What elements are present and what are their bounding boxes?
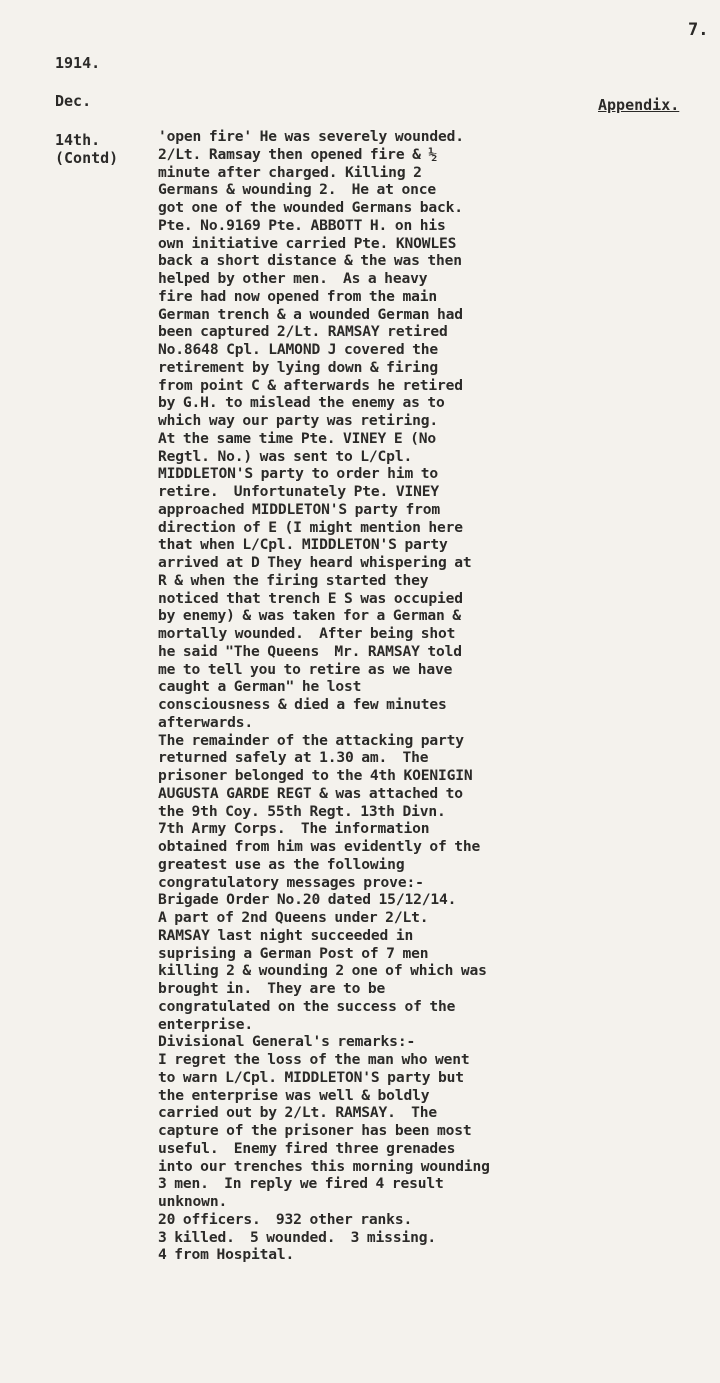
diary-text-line: suprising a German Post of 7 men xyxy=(158,944,429,962)
diary-text-line: Regtl. No.) was sent to L/Cpl. xyxy=(158,447,413,465)
diary-text-line: Divisional General's remarks:- xyxy=(158,1033,416,1051)
diary-text-line: consciousness & died a few minutes xyxy=(158,696,447,713)
entry-date-day: 14th. xyxy=(55,131,101,149)
diary-text-line: congratulated on the success of the xyxy=(158,997,456,1015)
diary-entry-text xyxy=(158,128,618,1264)
entry-date-note: (Contd) xyxy=(55,149,119,167)
diary-text-line: fire had now opened from the main xyxy=(158,287,437,305)
diary-text-line: At the same time Pte. VINEY E (No xyxy=(158,429,436,447)
diary-text-line: obtained from him was evidently of the xyxy=(158,838,481,855)
diary-text-line: Pte. No.9169 Pte. ABBOTT H. on his xyxy=(158,216,446,234)
diary-text-line: carried out by 2/Lt. RAMSAY. The xyxy=(158,1104,437,1122)
month-heading: Dec. xyxy=(55,92,92,110)
diary-text-line: No.8648 Cpl. LAMOND J covered the xyxy=(158,341,438,358)
diary-text-line: from point C & afterwards he retired xyxy=(158,376,463,394)
diary-text-line: returned safely at 1.30 am. The xyxy=(158,749,429,767)
year-heading: 1914. xyxy=(55,54,101,72)
diary-text-line: AUGUSTA GARDE REGT & was attached to xyxy=(158,784,463,802)
diary-text-line: own initiative carried Pte. KNOWLES xyxy=(158,234,457,252)
diary-text-line: the 9th Coy. 55th Regt. 13th Divn. xyxy=(158,802,446,820)
diary-text-line: retirement by lying down & firing xyxy=(158,358,438,376)
diary-text-line: MIDDLETON'S party to order him to xyxy=(158,465,438,483)
diary-text-line: helped by other men. As a heavy xyxy=(158,270,428,287)
diary-text-line: enterprise. xyxy=(158,1015,253,1033)
diary-text-line: approached MIDDLETON'S party from xyxy=(158,500,440,518)
diary-text-line: which way our party was retiring. xyxy=(158,412,438,429)
diary-text-line: got one of the wounded Germans back. xyxy=(158,199,463,216)
diary-text-line: 7th Army Corps. The information xyxy=(158,820,430,838)
diary-text-line: mortally wounded. After being shot xyxy=(158,625,456,642)
diary-text-line: greatest use as the following xyxy=(158,855,405,873)
diary-text-line: the enterprise was well & boldly xyxy=(158,1086,430,1104)
entry-date xyxy=(55,131,118,167)
diary-text-line: 'open fire' He was severely wounded. xyxy=(158,128,464,145)
diary-text-line: caught a German" he lost xyxy=(158,678,362,696)
diary-text-line: that when L/Cpl. MIDDLETON'S party xyxy=(158,536,448,554)
diary-text-line: capture of the prisoner has been most xyxy=(158,1122,472,1139)
diary-text-line: killing 2 & wounding 2 one of which was xyxy=(158,962,487,980)
diary-text-line: by G.H. to mislead the enemy as to xyxy=(158,394,445,412)
diary-text-line: noticed that trench E S was occupied xyxy=(158,589,463,607)
diary-text-line: 3 men. In reply we fired 4 result xyxy=(158,1175,444,1193)
diary-text-line: Germans & wounding 2. He at once xyxy=(158,181,436,199)
diary-text-line: back a short distance & the was then xyxy=(158,252,462,270)
page-number: 7. xyxy=(688,20,709,40)
diary-text-line: to warn L/Cpl. MIDDLETON'S party but xyxy=(158,1068,464,1086)
diary-text-line: R & when the firing started they xyxy=(158,571,429,589)
diary-text-line: been captured 2/Lt. RAMSAY retired xyxy=(158,323,448,341)
diary-text-line: A part of 2nd Queens under 2/Lt. xyxy=(158,909,429,926)
appendix-label: Appendix. xyxy=(598,96,680,114)
diary-text-line: arrived at D They heard whispering at xyxy=(158,554,472,571)
diary-text-line: prisoner belonged to the 4th KOENIGIN xyxy=(158,767,473,784)
diary-text-line: German trench & a wounded German had xyxy=(158,305,463,323)
diary-text-line: unknown. xyxy=(158,1193,228,1210)
diary-text-line: 20 officers. 932 other ranks. xyxy=(158,1210,413,1228)
diary-text-line: he said "The Queens Mr. RAMSAY told xyxy=(158,642,462,660)
diary-text-line: retire. Unfortunately Pte. VINEY xyxy=(158,483,439,500)
diary-text-line: into our trenches this morning wounding xyxy=(158,1157,490,1175)
diary-text-line: Brigade Order No.20 dated 15/12/14. xyxy=(158,891,457,909)
diary-text-line: afterwards. xyxy=(158,713,253,731)
diary-text-line: by enemy) & was taken for a German & xyxy=(158,607,461,625)
diary-text-line: direction of E (I might mention here xyxy=(158,518,463,536)
diary-text-line: RAMSAY last night succeeded in xyxy=(158,926,414,944)
diary-text-line: 4 from Hospital. xyxy=(158,1246,295,1264)
diary-text-line: 3 killed. 5 wounded. 3 missing. xyxy=(158,1228,436,1246)
diary-text-line: brought in. They are to be xyxy=(158,980,386,997)
diary-text-line: I regret the loss of the man who went xyxy=(158,1051,470,1068)
diary-text-line: 2/Lt. Ramsay then opened fire & ½ xyxy=(158,145,437,163)
diary-text-line: useful. Enemy fired three grenades xyxy=(158,1139,456,1157)
diary-text-line: minute after charged. Killing 2 xyxy=(158,163,422,181)
diary-text-line: The remainder of the attacking party xyxy=(158,731,464,749)
diary-text-line: congratulatory messages prove:- xyxy=(158,873,424,891)
diary-text-line: me to tell you to retire as we have xyxy=(158,660,453,678)
